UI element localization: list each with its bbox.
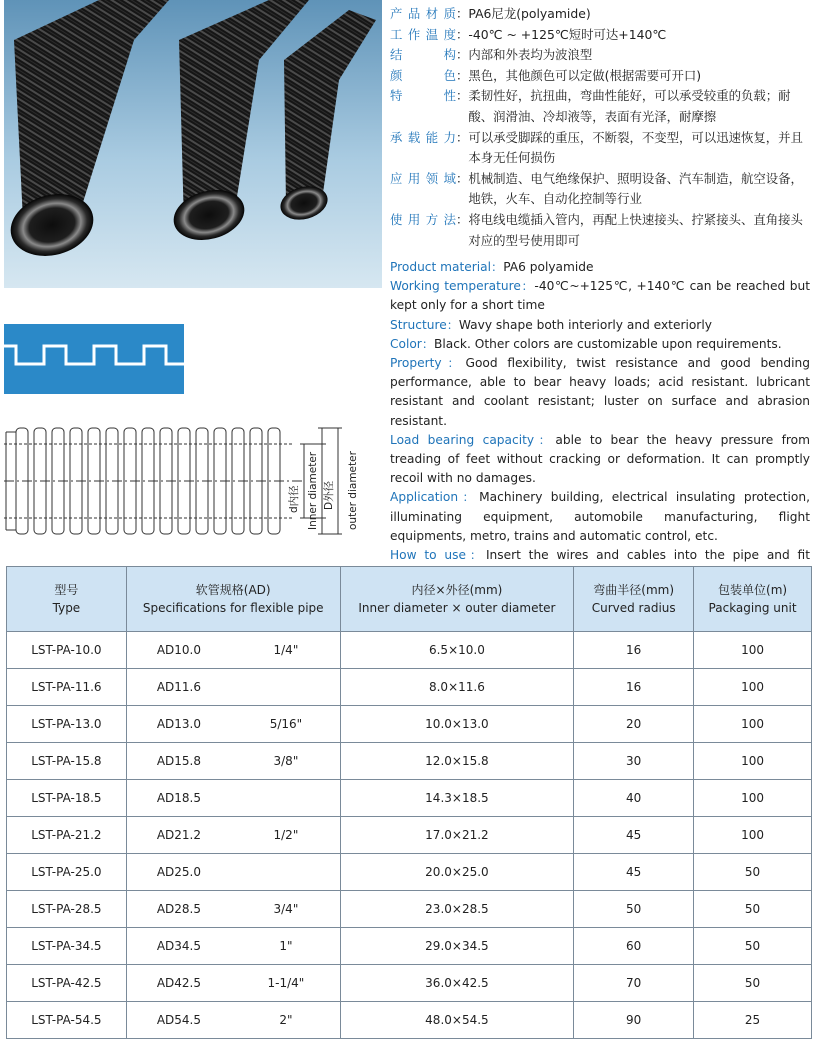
- spec-label: 颜 色: [390, 67, 456, 83]
- spec-label: Structure：: [390, 317, 459, 332]
- inner-diameter-label-cn: d内径: [288, 485, 300, 513]
- spec-value: Good flexibility, twist resistance and good bending performance, able to bear heavy loads; acid resistant. lubricant resistant and coolant resistant; luster on surface and abrasion resistant.: [390, 356, 810, 428]
- spec-value: Machinery building, electrical insulating protection, illuminating equipment, automobile manufacturing, flight equipments, metro, trains and automatic control, etc.: [390, 490, 810, 543]
- wave-profile-diagram: [4, 324, 184, 394]
- table-row: LST-PA-10.0 AD10.0 1/4" 6.5×10.0 16 100: [7, 632, 812, 669]
- spec-row: [390, 354, 810, 431]
- spec-label: 特 性: [390, 88, 456, 104]
- table-row: LST-PA-54.5 AD54.5 2" 48.0×54.5 90 25: [7, 1002, 812, 1039]
- header-radius: 弯曲半径(mm) Curved radius: [574, 567, 694, 632]
- header-diameter: 内径×外径(mm) Inner diameter × outer diameter: [340, 567, 574, 632]
- spec-row: 结 构 ： 内部和外表均为波浪型: [390, 45, 810, 66]
- table-row: LST-PA-18.5 AD18.5 14.3×18.5 40 100: [7, 780, 812, 817]
- spec-value: Insert the wires and cables into the pipe and fit: [485, 548, 810, 563]
- table-row: LST-PA-28.5 AD28.5 3/4" 23.0×28.5 50 50: [7, 891, 812, 928]
- spec-value: 内部和外表均为波浪型: [468, 47, 593, 63]
- inner-diameter-label-en: Inner diameter: [307, 451, 319, 530]
- spec-label: Color：: [390, 336, 435, 351]
- spec-value: Black. Other colors are customizable upon requirements.: [434, 336, 782, 351]
- spec-label: Property：: [390, 356, 466, 371]
- spec-label: 承载能力: [390, 129, 456, 145]
- table-row: LST-PA-15.8 AD15.8 3/8" 12.0×15.8 30 100: [7, 743, 812, 780]
- spec-row: 特 性 ： 柔韧性好，抗扭曲，弯曲性能好，可以承受较重的负载；耐酸、润滑油、冷却液等，表面有光泽，耐摩擦: [390, 86, 810, 127]
- spec-value: 黑色，其他颜色可以定做(根据需要可开口): [468, 67, 702, 83]
- header-spec: 软管规格(AD) Specifications for flexible pipe: [126, 567, 340, 632]
- table-row: LST-PA-34.5 AD34.5 1" 29.0×34.5 60 50: [7, 928, 812, 965]
- product-photo: [4, 0, 382, 288]
- spec-value: 机械制造、电气绝缘保护、照明设备、汽车制造，航空设备，地铁，火车、自动化控制等行业: [468, 170, 803, 207]
- spec-value: PA6尼龙(polyamide): [468, 6, 591, 21]
- spec-label: 产品材质: [390, 6, 456, 21]
- spec-row: [390, 488, 810, 546]
- spec-label: 使用方法: [390, 211, 456, 227]
- spec-label: Product material：: [390, 260, 504, 274]
- spec-label: Load bearing capacity：: [390, 432, 556, 447]
- spec-value: -40℃~+125℃, +140℃ can be reached but kept only for a short time: [390, 279, 811, 313]
- spec-value: 可以承受脚踩的重压，不断裂，不变型，可以迅速恢复，并且本身无任何损伤: [468, 129, 803, 166]
- table-row: LST-PA-42.5 AD42.5 1-1/4" 36.0×42.5 70 50: [7, 965, 812, 1002]
- spec-label: 应用领域: [390, 170, 456, 186]
- spec-row: 工作温度 ： -40℃ ~ +125℃短时可达+140℃: [390, 25, 810, 46]
- hose-photo-illustration: [4, 0, 382, 288]
- spec-value: PA6 polyamide: [503, 260, 594, 274]
- spec-row: 应用领域 ： 机械制造、电气绝缘保护、照明设备、汽车制造，航空设备，地铁，火车、自动化控制等行业: [390, 169, 810, 210]
- spec-label: How to use：: [390, 548, 486, 563]
- table-row: LST-PA-25.0 AD25.0 20.0×25.0 45 50: [7, 854, 812, 891]
- specification-table: [6, 566, 812, 1039]
- header-packaging: 包装单位(m) Packaging unit: [694, 567, 812, 632]
- pipe-dimension-diagram: [4, 418, 376, 548]
- english-specs: [390, 258, 810, 584]
- table-header-row: [7, 567, 812, 632]
- spec-row: 产品材质 ： PA6尼龙(polyamide): [390, 4, 810, 25]
- spec-value: 柔韧性好，抗扭曲，弯曲性能好，可以承受较重的负载；耐酸、润滑油、冷却液等，表面有光泽，耐摩擦: [468, 88, 791, 124]
- spec-label: 结 构: [390, 47, 456, 63]
- spec-label: 工作温度: [390, 26, 456, 42]
- spec-value: able to bear the heavy pressure from treading of feet without cracking or deformation. It can promptly recoil with no damages.: [390, 432, 811, 486]
- chinese-specs: [390, 4, 810, 251]
- outer-diameter-label-cn: D外径: [323, 480, 335, 510]
- spec-row: 颜 色 ： 黑色，其他颜色可以定做(根据需要可开口): [390, 66, 810, 87]
- spec-label: Application：: [390, 490, 480, 505]
- wave-profile-shape: [4, 324, 184, 394]
- header-type: 型号 Type: [7, 567, 127, 632]
- spec-label: Working temperature：: [390, 279, 535, 294]
- spec-row: [390, 431, 810, 489]
- pipe-diagram-svg: [4, 418, 376, 548]
- spec-value: Wavy shape both interiorly and exteriorly: [458, 317, 712, 332]
- spec-value: 将电线电缆插入管内，再配上快速接头、拧紧接头、直角接头对应的型号使用即可: [468, 211, 803, 248]
- table-row: LST-PA-13.0 AD13.0 5/16" 10.0×13.0 20 100: [7, 706, 812, 743]
- spec-row: 使用方法 ： 将电线电缆插入管内，再配上快速接头、拧紧接头、直角接头对应的型号使用即可: [390, 210, 810, 251]
- spec-row: [390, 335, 810, 354]
- table-row: LST-PA-11.6 AD11.6 8.0×11.6 16 100: [7, 669, 812, 706]
- outer-diameter-label-en: outer diameter: [347, 451, 359, 530]
- spec-row: 承载能力 ： 可以承受脚踩的重压，不断裂，不变型，可以迅速恢复，并且本身无任何损伤: [390, 128, 810, 169]
- spec-row: [390, 277, 810, 315]
- spec-row: [390, 316, 810, 335]
- spec-row: [390, 258, 810, 277]
- spec-value: -40℃ ~ +125℃短时可达+140℃: [468, 26, 667, 42]
- table-row: LST-PA-21.2 AD21.2 1/2" 17.0×21.2 45 100: [7, 817, 812, 854]
